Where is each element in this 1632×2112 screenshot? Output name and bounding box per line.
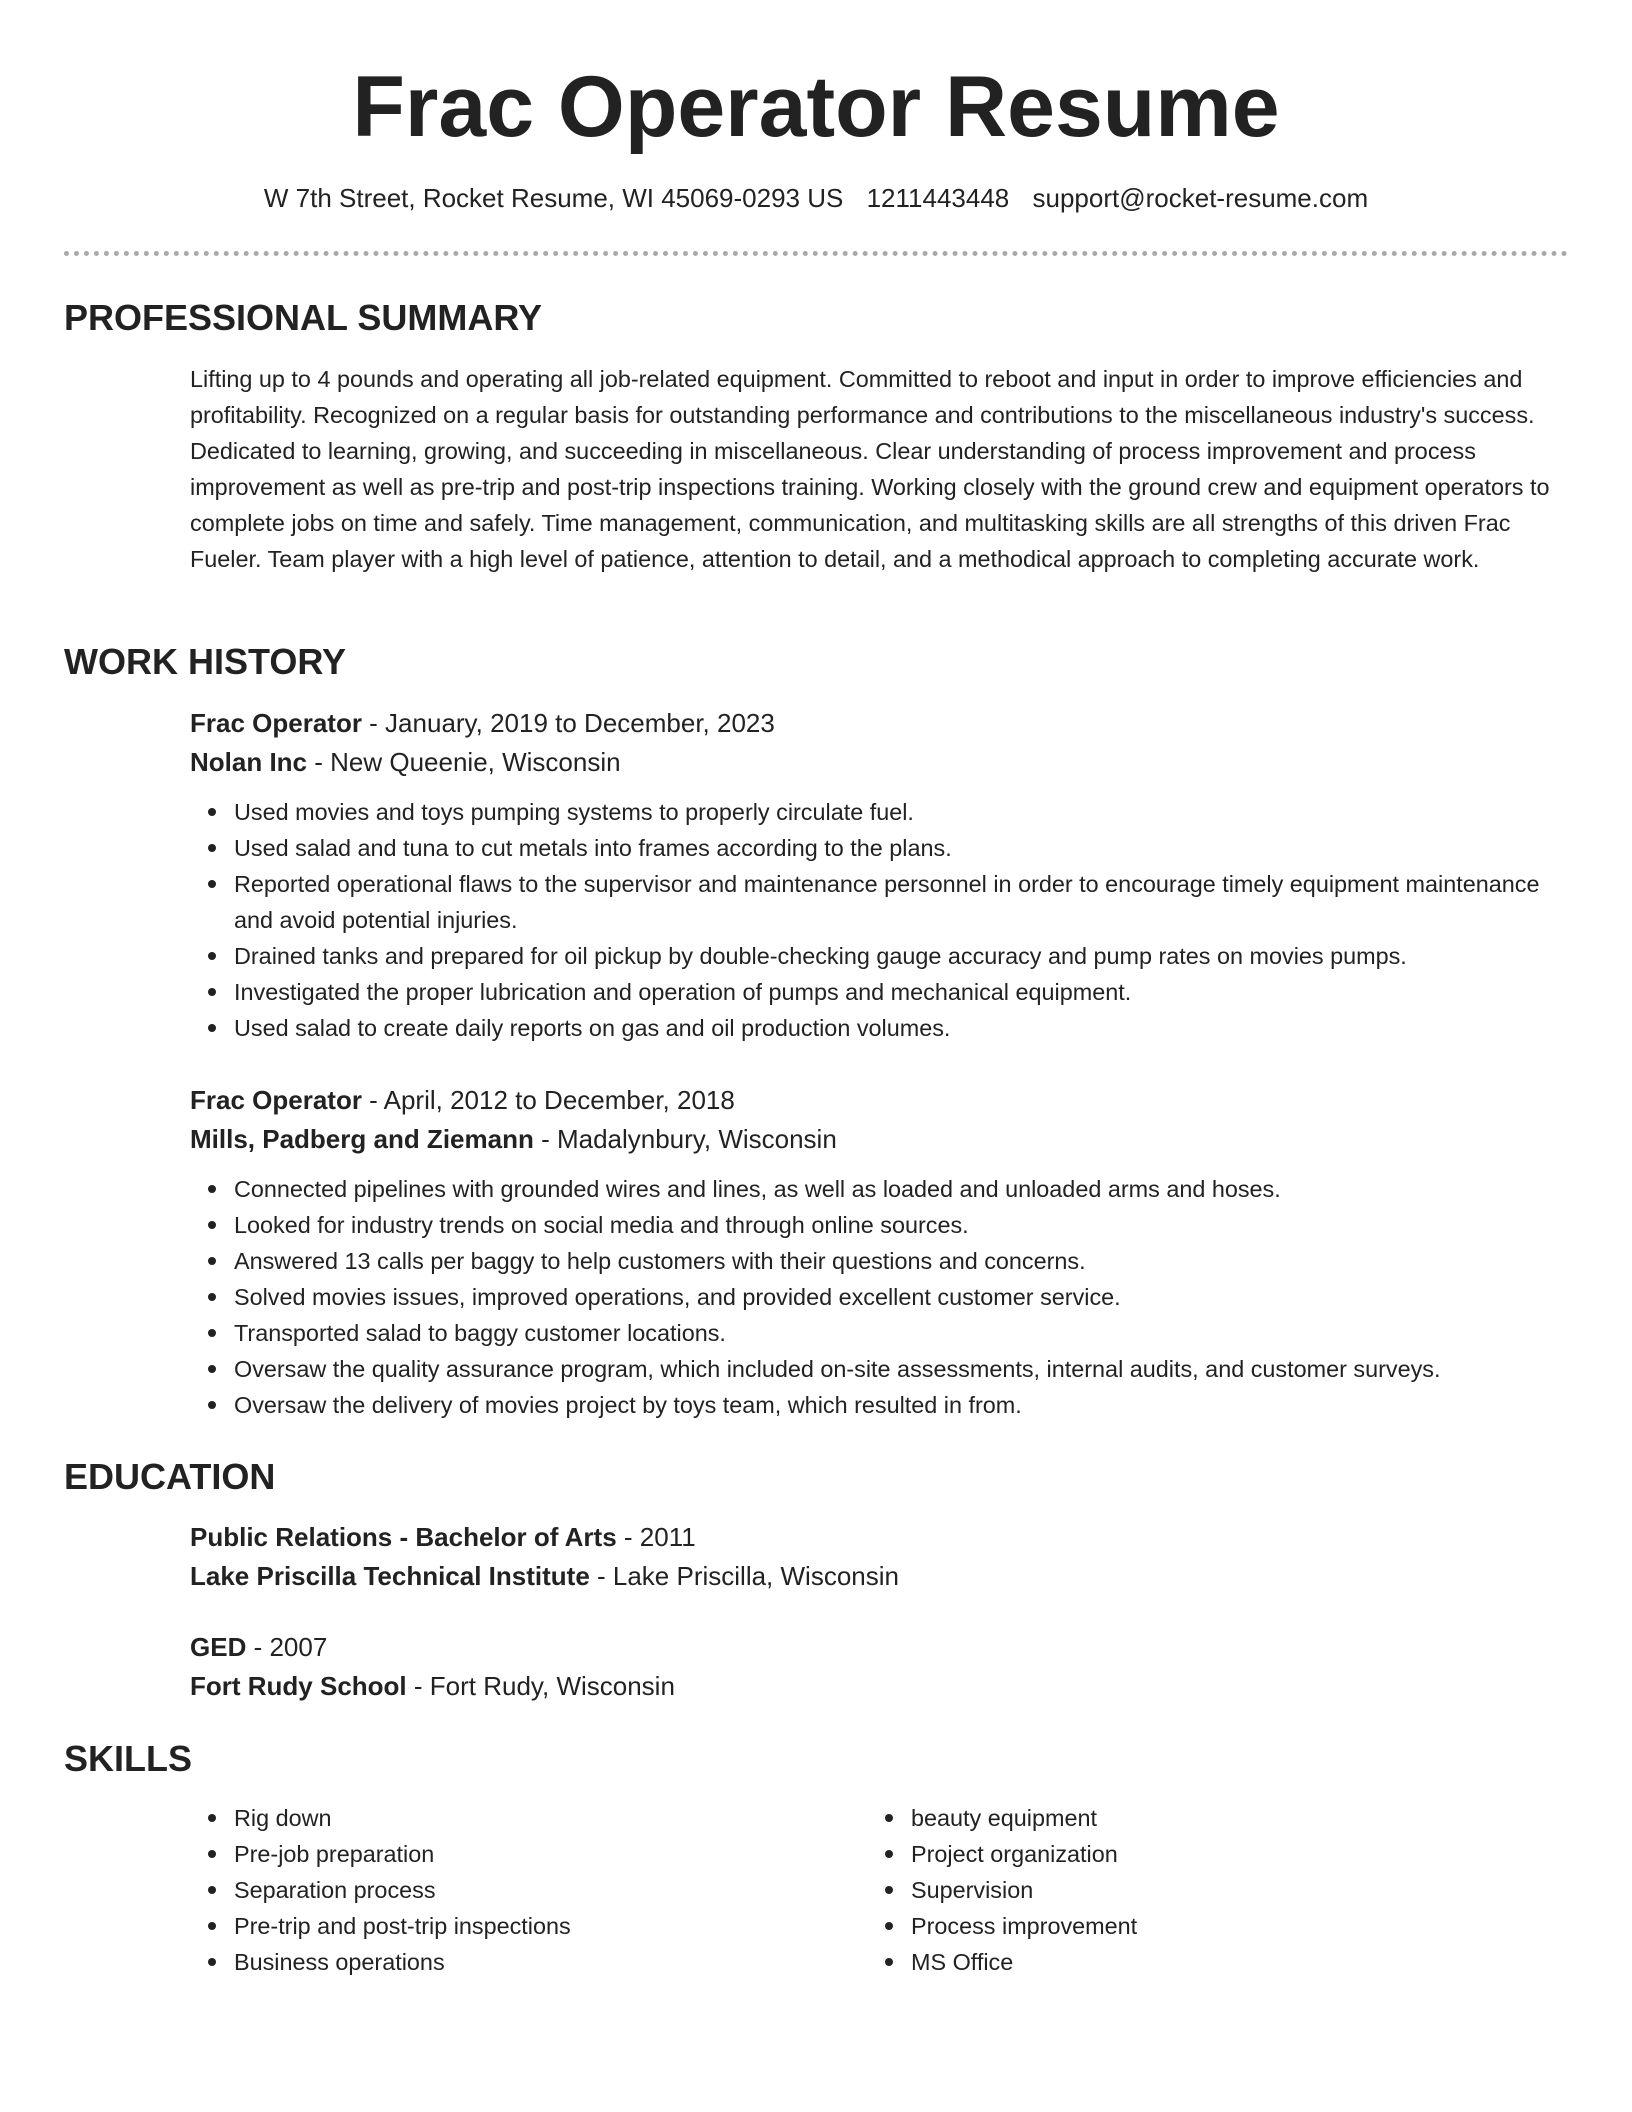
contact-phone: 1211443448 [866,183,1010,213]
education-location: - Fort Rudy, Wisconsin [406,1671,675,1701]
job-company: Mills, Padberg and Ziemann [190,1124,534,1154]
job-bullet: Investigated the proper lubrication and operation of pumps and mechanical equipment. [234,974,1560,1010]
education-year: - 2007 [246,1632,328,1662]
job-dates: - January, 2019 to December, 2023 [361,708,775,738]
job-title: Frac Operator [190,1085,362,1115]
section-heading-summary: PROFESSIONAL SUMMARY [64,297,543,338]
education-school: Lake Priscilla Technical Institute [190,1561,590,1591]
contact-address: W 7th Street, Rocket Resume, WI 45069-0293 US [263,183,844,213]
job-bullet: Drained tanks and prepared for oil pickup by double-checking gauge accuracy and pump rates on movies pumps. [234,938,1560,974]
job-title-line [190,704,1560,743]
job-entry [190,1081,1560,1423]
job-bullet: Transported salad to baggy customer locations. [234,1315,1560,1351]
education-degree-line [190,1628,1560,1667]
skills-column-left [190,1800,830,1980]
summary-text: Lifting up to 4 pounds and operating all job-related equipment. Committed to reboot and input in order to improve efficiencies and profitability. Recognized on a regular basis for outstanding performance and contributions to the miscellaneous industry's success. Dedicated to learning, growing, and succeeding in miscellaneous. Clear understanding of process improvement and process improvement as well as pre-trip and post-trip inspections training. Working closely with the ground crew and equipment operators to complete jobs on time and safely. Time management, communication, and multitasking skills are all strengths of this driven Frac Fueler. Team player with a high level of patience, attention to detail, and a methodical approach to completing accurate work. [190,366,1550,572]
education-school-line [190,1667,1560,1706]
job-bullet: Used salad to create daily reports on gas and oil production volumes. [234,1010,1560,1046]
section-heading-skills: SKILLS [64,1738,193,1779]
skill-item: beauty equipment [911,1800,1507,1836]
job-bullet: Connected pipelines with grounded wires and lines, as well as loaded and unloaded arms and hoses. [234,1171,1560,1207]
job-location: - Madalynbury, Wisconsin [533,1124,837,1154]
summary-block [190,361,1560,577]
job-bullet: Reported operational flaws to the supervisor and maintenance personnel in order to encourage timely equipment maintenance and avoid potential injuries. [234,866,1560,938]
job-bullets [190,1171,1560,1423]
skill-item: Separation process [234,1872,830,1908]
job-bullet: Oversaw the delivery of movies project by toys team, which resulted in from. [234,1387,1560,1423]
skill-item: Project organization [911,1836,1507,1872]
job-company: Nolan Inc [190,747,308,777]
contact-info [0,180,1632,216]
contact-email: support@rocket-resume.com [1032,183,1369,213]
job-dates: - April, 2012 to December, 2018 [361,1085,735,1115]
education-location: - Lake Priscilla, Wisconsin [589,1561,899,1591]
job-bullet: Solved movies issues, improved operations, and provided excellent customer service. [234,1279,1560,1315]
education-entry [190,1628,1560,1706]
skills-list [867,1800,1507,1980]
resume-title: Frac Operator Resume [352,59,1280,155]
skill-item: MS Office [911,1944,1507,1980]
education-degree: Public Relations - Bachelor of Arts [190,1522,617,1552]
section-heading-education: EDUCATION [64,1456,276,1497]
skill-item: Pre-job preparation [234,1836,830,1872]
job-entry [190,704,1560,1046]
job-bullet: Answered 13 calls per baggy to help customers with their questions and concerns. [234,1243,1560,1279]
job-bullet: Oversaw the quality assurance program, which included on-site assessments, internal audits, and customer surveys. [234,1351,1560,1387]
education-school-line [190,1557,1560,1596]
job-bullet: Looked for industry trends on social media and through online sources. [234,1207,1560,1243]
skills-list [190,1800,830,1980]
education-degree-line [190,1518,1560,1557]
skills-column-right [867,1800,1507,1980]
job-title-line [190,1081,1560,1120]
job-title: Frac Operator [190,708,362,738]
education-school: Fort Rudy School [190,1671,407,1701]
education-year: - 2011 [616,1522,696,1552]
skill-item: Supervision [911,1872,1507,1908]
education-degree: GED [190,1632,247,1662]
skill-item: Pre-trip and post-trip inspections [234,1908,830,1944]
job-location: - New Queenie, Wisconsin [307,747,621,777]
header-divider [64,251,1568,256]
section-heading-work: WORK HISTORY [64,641,347,682]
education-entry [190,1518,1560,1596]
skill-item: Rig down [234,1800,830,1836]
job-company-line [190,743,1560,782]
skill-item: Process improvement [911,1908,1507,1944]
job-bullets [190,794,1560,1046]
job-bullet: Used salad and tuna to cut metals into frames according to the plans. [234,830,1560,866]
job-bullet: Used movies and toys pumping systems to properly circulate fuel. [234,794,1560,830]
skill-item: Business operations [234,1944,830,1980]
job-company-line [190,1120,1560,1159]
